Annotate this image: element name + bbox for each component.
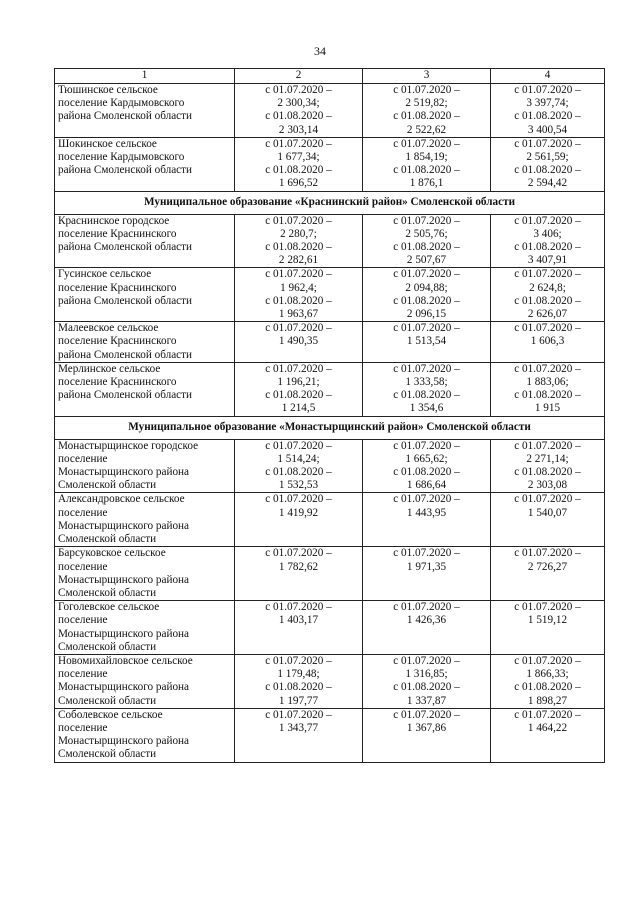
settlement-name-line: поселение — [58, 721, 108, 734]
tariff-col3-cell — [363, 654, 491, 708]
tariff-line: с 01.08.2020 – — [514, 294, 581, 307]
tariff-line: с 01.07.2020 – — [514, 84, 581, 96]
tariff-col4-cell — [491, 708, 605, 762]
settlement-name-line: поселение Кардымовского — [58, 97, 185, 110]
settlement-name-line: поселение Кардымовского — [58, 151, 185, 164]
tariff-line: 1 513,54 — [406, 335, 447, 348]
section-title: Муниципальное образование «Монастырщинский район» Смоленской области — [55, 416, 605, 439]
settlement-name-line: Смоленской области — [58, 694, 157, 707]
tariff-line: 2 626,07 — [527, 308, 568, 321]
settlement-name-cell — [55, 322, 235, 363]
tariff-line: 1 898,27 — [527, 694, 568, 707]
table-row — [55, 708, 605, 762]
settlement-name-cell — [55, 708, 235, 762]
table-row — [55, 268, 605, 322]
tariff-line: с 01.07.2020 – — [514, 493, 581, 506]
tariff-line: 3 406; — [533, 227, 562, 240]
tariff-line: с 01.07.2020 – — [393, 84, 460, 96]
settlement-name-line: района Смоленской области — [58, 294, 193, 307]
tariff-line: 2 096,15 — [406, 308, 447, 321]
tariff-line: 1 214,5 — [281, 402, 316, 415]
tariff-col4-cell — [491, 601, 605, 655]
tariff-line: 1 971,35 — [406, 560, 447, 573]
settlement-name-line: района Смоленской области — [58, 241, 193, 254]
tariff-col2-cell — [235, 322, 363, 363]
tariff-line: с 01.07.2020 – — [265, 214, 332, 227]
settlement-name-cell — [55, 84, 235, 138]
settlement-name-line: района Смоленской области — [58, 389, 193, 402]
settlement-name-line: Малеевское сельское — [58, 322, 159, 335]
tariff-line: 1 532,53 — [278, 479, 319, 492]
tariff-line: с 01.07.2020 – — [514, 708, 581, 721]
settlement-name-line: Смоленской области — [58, 640, 157, 653]
tariff-col4-cell — [491, 214, 605, 268]
section-header-row — [55, 191, 605, 214]
settlement-name-line: Монастырщинского района — [58, 573, 189, 586]
tariff-line: с 01.08.2020 – — [265, 164, 332, 177]
tariff-line: 1 354,6 — [409, 402, 444, 415]
tariff-line: с 01.08.2020 – — [393, 389, 460, 402]
table-row — [55, 601, 605, 655]
tariff-line: с 01.07.2020 – — [265, 439, 332, 452]
tariff-col2-cell — [235, 214, 363, 268]
tariff-line: с 01.07.2020 – — [393, 322, 460, 335]
page-number: 34 — [314, 44, 326, 58]
column-header: 3 — [363, 69, 491, 84]
tariff-line: 2 522,62 — [406, 123, 447, 136]
tariff-line: 2 594,42 — [527, 177, 568, 190]
tariff-line: 1 963,67 — [278, 308, 319, 321]
tariff-line: с 01.07.2020 – — [393, 708, 460, 721]
tariff-line: 1 883,06; — [526, 376, 569, 389]
tariff-line: с 01.07.2020 – — [393, 439, 460, 452]
settlement-name-line: Новомихайловское сельское — [58, 654, 193, 667]
tariff-line: с 01.08.2020 – — [393, 164, 460, 177]
tariff-col4-cell — [491, 84, 605, 138]
settlement-name-cell — [55, 268, 235, 322]
settlement-name-line: района Смоленской области — [58, 348, 193, 361]
tariff-line: с 01.07.2020 – — [265, 493, 332, 506]
table-row — [55, 547, 605, 601]
table-body — [55, 84, 605, 763]
tariff-col2-cell — [235, 84, 363, 138]
settlement-name-cell — [55, 654, 235, 708]
tariff-col3-cell — [363, 439, 491, 493]
tariff-line: 2 300,34; — [277, 97, 320, 110]
tariff-col2-cell — [235, 493, 363, 547]
tariff-col4-cell — [491, 322, 605, 363]
tariff-line: с 01.07.2020 – — [514, 214, 581, 227]
tariff-line: 1 367,86 — [406, 721, 447, 734]
table-row — [55, 322, 605, 363]
tariff-line: с 01.08.2020 – — [265, 466, 332, 479]
tariff-line: 1 426,36 — [406, 614, 447, 627]
tariff-line: 2 094,88; — [405, 281, 448, 294]
tariff-col3-cell — [363, 214, 491, 268]
tariff-line: 1 540,07 — [527, 506, 568, 519]
tariff-line: 1 606,3 — [530, 335, 565, 348]
tariff-line: с 01.08.2020 – — [514, 110, 581, 123]
tariff-line: 1 915 — [534, 402, 561, 415]
settlement-name-line: Александровское сельское — [58, 493, 185, 506]
settlement-name-line: Краснинское городское — [58, 214, 170, 227]
tariff-col2-cell — [235, 137, 363, 191]
settlement-name-cell — [55, 493, 235, 547]
tariff-line: 2 282,61 — [278, 254, 319, 267]
tariff-col3-cell — [363, 322, 491, 363]
tariff-line: с 01.07.2020 – — [514, 322, 581, 335]
tariff-line: с 01.07.2020 – — [265, 322, 332, 335]
column-header: 2 — [235, 69, 363, 84]
tariff-line: 1 514,24; — [277, 452, 320, 465]
tariff-line: 1 686,64 — [406, 479, 447, 492]
tariff-line: с 01.08.2020 – — [514, 389, 581, 402]
tariff-col3-cell — [363, 708, 491, 762]
tariff-line: с 01.07.2020 – — [265, 84, 332, 96]
tariff-line: 1 343,77 — [278, 721, 319, 734]
tariff-col2-cell — [235, 547, 363, 601]
tariff-line: с 01.07.2020 – — [514, 439, 581, 452]
settlement-name-line: поселение Краснинского — [58, 281, 177, 294]
tariff-col4-cell — [491, 362, 605, 416]
settlement-name-line: Монастырщинского района — [58, 735, 189, 748]
tariff-line: 2 505,76; — [405, 227, 448, 240]
section-title: Муниципальное образование «Краснинский район» Смоленской области — [55, 191, 605, 214]
tariff-line: с 01.07.2020 – — [265, 137, 332, 150]
tariff-line: 2 303,14 — [278, 123, 319, 136]
tariff-line: 1 419,92 — [278, 506, 319, 519]
tariff-line: 1 866,33; — [526, 668, 569, 681]
tariff-line: 1 490,35 — [278, 335, 319, 348]
tariff-line: с 01.07.2020 – — [393, 493, 460, 506]
tariff-line: с 01.07.2020 – — [393, 654, 460, 667]
tariff-col4-cell — [491, 439, 605, 493]
tariff-line: 1 196,21; — [277, 376, 320, 389]
tariff-line: 1 677,34; — [277, 151, 320, 164]
settlement-name-line: Смоленской области — [58, 533, 157, 546]
tariff-line: 1 443,95 — [406, 506, 447, 519]
settlement-name-line: Монастырщинского района — [58, 466, 189, 479]
table-row — [55, 493, 605, 547]
tariff-col3-cell — [363, 137, 491, 191]
tariff-line: с 01.07.2020 – — [265, 362, 332, 375]
tariff-line: 1 337,87 — [406, 694, 447, 707]
tariff-line: 2 271,14; — [526, 452, 569, 465]
tariff-col2-cell — [235, 362, 363, 416]
tariff-line: с 01.07.2020 – — [393, 362, 460, 375]
settlement-name-line: района Смоленской области — [58, 164, 193, 177]
tariff-line: 2 561,59; — [526, 151, 569, 164]
settlement-name-line: района Смоленской области — [58, 110, 193, 123]
table-row — [55, 84, 605, 138]
settlement-name-line: Соболевское сельское — [58, 708, 163, 721]
tariff-line: с 01.08.2020 – — [393, 466, 460, 479]
settlement-name-line: поселение Краснинского — [58, 335, 177, 348]
settlement-name-cell — [55, 601, 235, 655]
tariff-line: 1 876,1 — [409, 177, 444, 190]
tariff-col3-cell — [363, 362, 491, 416]
tariff-col2-cell — [235, 601, 363, 655]
tariff-line: 1 665,62; — [405, 452, 448, 465]
tariff-line: 2 624,8; — [529, 281, 566, 294]
tariff-line: с 01.07.2020 – — [514, 362, 581, 375]
settlement-name-line: Мерлинское сельское — [58, 362, 161, 375]
tariff-line: с 01.08.2020 – — [265, 389, 332, 402]
tariff-line: с 01.08.2020 – — [393, 294, 460, 307]
settlement-name-line: Смоленской области — [58, 479, 157, 492]
tariff-col3-cell — [363, 601, 491, 655]
tariff-line: 1 519,12 — [527, 614, 568, 627]
tariff-col3-cell — [363, 268, 491, 322]
tariff-line: с 01.08.2020 – — [514, 466, 581, 479]
tariff-line: с 01.08.2020 – — [265, 681, 332, 694]
tariff-line: 1 464,22 — [527, 721, 568, 734]
settlement-name-line: Шокинское сельское — [58, 137, 157, 150]
tariff-col3-cell — [363, 84, 491, 138]
tariff-line: с 01.07.2020 – — [514, 654, 581, 667]
tariff-col2-cell — [235, 654, 363, 708]
tariff-line: с 01.08.2020 – — [393, 110, 460, 123]
tariff-line: с 01.08.2020 – — [393, 681, 460, 694]
settlement-name-line: Гоголевское сельское — [58, 601, 160, 614]
column-header: 4 — [491, 69, 605, 84]
settlement-name-line: Монастырщинского района — [58, 519, 189, 532]
tariff-line: 2 280,7; — [280, 227, 317, 240]
tariff-line: с 01.07.2020 – — [393, 214, 460, 227]
settlement-name-line: поселение Краснинского — [58, 376, 177, 389]
tariff-line: с 01.07.2020 – — [393, 601, 460, 614]
settlement-name-cell — [55, 137, 235, 191]
tariff-line: с 01.08.2020 – — [514, 681, 581, 694]
tariff-col4-cell — [491, 654, 605, 708]
tariff-col4-cell — [491, 268, 605, 322]
tariff-line: 1 403,17 — [278, 614, 319, 627]
column-header: 1 — [55, 69, 235, 84]
table-row — [55, 654, 605, 708]
tariff-line: с 01.08.2020 – — [265, 110, 332, 123]
table-row — [55, 214, 605, 268]
settlement-name-line: Монастырщинского района — [58, 627, 189, 640]
tariff-line: с 01.07.2020 – — [265, 268, 332, 281]
tariff-col2-cell — [235, 268, 363, 322]
tariff-col4-cell — [491, 137, 605, 191]
tariff-line: 1 782,62 — [278, 560, 319, 573]
settlement-name-line: поселение Краснинского — [58, 227, 177, 240]
table-row — [55, 137, 605, 191]
tariff-col4-cell — [491, 493, 605, 547]
tariff-line: с 01.07.2020 – — [393, 137, 460, 150]
tariff-line: с 01.07.2020 – — [265, 654, 332, 667]
settlement-name-line: Тюшинское сельское — [58, 84, 158, 96]
settlement-name-cell — [55, 547, 235, 601]
tariff-line: с 01.08.2020 – — [393, 241, 460, 254]
tariff-line: с 01.07.2020 – — [265, 601, 332, 614]
tariff-line: с 01.08.2020 – — [514, 164, 581, 177]
tariff-line: с 01.07.2020 – — [393, 268, 460, 281]
tariff-line: 2 726,27 — [527, 560, 568, 573]
tariff-line: с 01.07.2020 – — [514, 601, 581, 614]
tariff-line: с 01.07.2020 – — [393, 547, 460, 560]
tariff-line: 2 303,08 — [527, 479, 568, 492]
tariff-line: с 01.07.2020 – — [514, 268, 581, 281]
tariff-col2-cell — [235, 708, 363, 762]
tariff-line: с 01.08.2020 – — [265, 241, 332, 254]
settlement-name-cell — [55, 214, 235, 268]
tariff-line: 1 854,19; — [405, 151, 448, 164]
tariff-line: 1 333,58; — [405, 376, 448, 389]
tariff-col2-cell — [235, 439, 363, 493]
settlement-name-line: поселение — [58, 668, 108, 681]
tariff-line: с 01.08.2020 – — [514, 241, 581, 254]
settlement-name-line: Гусинское сельское — [58, 268, 152, 281]
settlement-name-line: поселение — [58, 452, 108, 465]
table-header-row — [55, 69, 605, 84]
tariff-line: 2 507,67 — [406, 254, 447, 267]
settlement-name-line: Смоленской области — [58, 748, 157, 761]
settlement-name-line: Монастырщинское городское — [58, 439, 199, 452]
settlement-name-line: поселение — [58, 506, 108, 519]
tariff-line: 1 696,52 — [278, 177, 319, 190]
settlement-name-cell — [55, 439, 235, 493]
tariff-line: с 01.08.2020 – — [265, 294, 332, 307]
tariff-line: с 01.07.2020 – — [514, 547, 581, 560]
section-header-row — [55, 416, 605, 439]
table-row — [55, 439, 605, 493]
tariff-table — [54, 68, 605, 763]
tariff-line: 3 397,74; — [526, 97, 569, 110]
tariff-line: 1 316,85; — [405, 668, 448, 681]
settlement-name-line: поселение — [58, 614, 108, 627]
table-row — [55, 362, 605, 416]
tariff-line: 3 407,91 — [527, 254, 568, 267]
tariff-line: 1 962,4; — [280, 281, 317, 294]
settlement-name-line: поселение — [58, 560, 108, 573]
tariff-line: 2 519,82; — [405, 97, 448, 110]
tariff-line: с 01.07.2020 – — [265, 547, 332, 560]
tariff-col4-cell — [491, 547, 605, 601]
tariff-line: 3 400,54 — [527, 123, 568, 136]
settlement-name-line: Смоленской области — [58, 586, 157, 599]
settlement-name-line: Барсуковское сельское — [58, 547, 166, 560]
settlement-name-line: Монастырщинского района — [58, 681, 189, 694]
tariff-col3-cell — [363, 493, 491, 547]
tariff-line: 1 197,77 — [278, 694, 319, 707]
settlement-name-cell — [55, 362, 235, 416]
tariff-line: с 01.07.2020 – — [514, 137, 581, 150]
tariff-line: 1 179,48; — [277, 668, 320, 681]
tariff-col3-cell — [363, 547, 491, 601]
tariff-line: с 01.07.2020 – — [265, 708, 332, 721]
